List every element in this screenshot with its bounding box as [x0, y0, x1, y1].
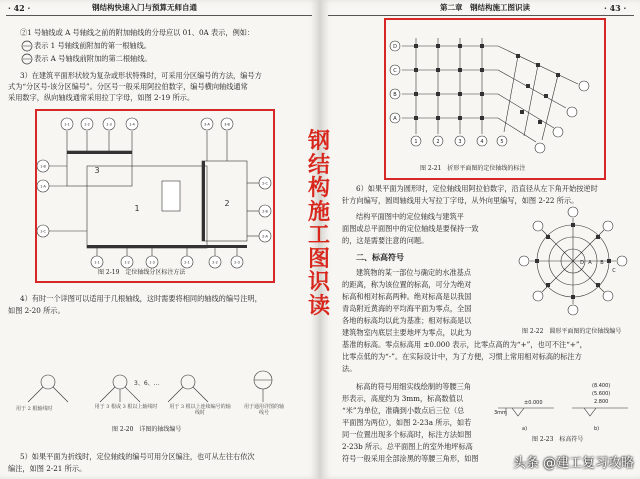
fig223-value: a)	[522, 426, 528, 432]
para-line: 面图或总平面图中的定位轴线是要保持一致	[342, 224, 479, 233]
grid-number: 3	[458, 139, 462, 145]
grid-number: 5	[500, 139, 504, 145]
circle-axis-letter: A	[588, 260, 592, 266]
section-title: 二、标高符号	[356, 252, 404, 262]
vertical-title	[306, 130, 332, 318]
para-line: 符号一般采用全部涂黑的等腰三角形，如图	[342, 454, 479, 463]
para-line: 同一位置出现多个标高时，标注方法如图	[342, 430, 472, 439]
figure-2-19-drawing	[37, 111, 273, 269]
grid-letter: A	[393, 116, 397, 122]
figure-2-20-drawing	[8, 358, 308, 408]
fig223-value: 2.800	[594, 399, 609, 405]
vertical-title-char: 钢	[307, 128, 330, 154]
figure-2-22-caption: 图 2-22 圆形平面图的定位轴线编号	[522, 328, 622, 335]
para-line: 表示 1 号轴线前附加的第一根轴线。	[34, 41, 151, 50]
circle-axis-letter: B	[600, 260, 604, 266]
para-line: 采用数字，纵向轴线通常采用拉丁字母，如图 2-19 所示。	[8, 93, 195, 102]
zone-label: 3	[94, 166, 100, 175]
axis-label: 1-2	[124, 260, 130, 265]
axis-label: 1-3	[149, 260, 155, 265]
fig220-label: 用于通用详图的轴线号	[243, 404, 284, 416]
figure-2-23-caption: 图 2-23 标高符号	[532, 436, 584, 443]
grid-letter: B	[393, 92, 397, 98]
vertical-title-char: 结	[307, 151, 330, 178]
axis-label: 1-3	[106, 122, 112, 127]
para-line: 式为“分区号-该分区编号”。分区号一般采用阿拉伯数字，编号横向轴线通常	[8, 82, 248, 91]
vertical-title-char: 识	[307, 269, 330, 295]
right-header-rule	[328, 15, 634, 16]
fig223-value: ±0.000	[524, 400, 543, 406]
para-line: 6）如果平面为圆形时，定位轴线用阿拉伯数字，沿直径从左下角开始按逆时	[356, 184, 598, 193]
left-page	[0, 0, 318, 479]
right-page-number: · 43 ·	[604, 3, 627, 13]
grid-letter: D	[393, 44, 397, 50]
para-line: 3）在建筑平面形状较为复杂或形状特殊时，可采用分区编号的方法，编号方	[20, 71, 262, 80]
grid-letter: C	[393, 68, 397, 74]
fig220-dots: 3、6、…	[134, 380, 160, 387]
figure-2-22-drawing	[518, 206, 628, 326]
para-line: 各地的标高均以此为基准；相对标高是以	[342, 316, 472, 325]
para-line: 结构平面图中的定位轴线与建筑平	[356, 212, 464, 221]
para-line: 平面图为两位），如图 2-23a 所示，如若	[342, 418, 472, 427]
grid-number: 1	[414, 139, 418, 145]
left-header-rule	[6, 15, 312, 16]
fig223-value: b)	[594, 426, 600, 432]
figure-2-23-drawing	[494, 380, 634, 435]
chapter-title: 第二章 钢结构施工图识读	[440, 3, 530, 12]
para-line: 5）如果平面为折线时，定位轴线的编号可用分区编注，也可从左往右依次	[20, 452, 255, 461]
para-line: 的距离，称为该位置的标高，可分为绝对	[342, 280, 472, 289]
fig220-label: 用于 2 根轴线时	[16, 406, 53, 412]
axis-label: 1-2	[84, 122, 90, 127]
vertical-title-char: 读	[307, 292, 330, 319]
grid-number: 2	[436, 139, 440, 145]
axis-label: 1-C	[40, 229, 46, 234]
axis-label: 1-1	[94, 260, 100, 265]
axis-label: 3-A	[204, 122, 210, 127]
vertical-title-char: 图	[307, 245, 330, 272]
axis-label: 2-2	[212, 260, 218, 265]
axis-label: 3-B	[224, 122, 230, 127]
vertical-title-char: 工	[307, 222, 330, 248]
para-line: “米”为单位，准确到小数点后三位（总	[342, 406, 465, 415]
figure-2-20-caption: 图 2-20 详图的轴线编号	[112, 426, 182, 433]
axis-label: 1-A	[40, 184, 46, 189]
para-line: 编注，如图 2-21 所示。	[8, 464, 87, 473]
circle-axis-letter: C	[612, 268, 616, 274]
para-line: 表示 A 号轴线前附加的第二根轴线。	[34, 54, 152, 63]
axis-label: 2-C	[262, 181, 268, 186]
axis-label: 2-1	[184, 260, 190, 265]
para-line: 青岛附近黄海的平均海平面为零点，全国	[342, 304, 472, 313]
right-page	[322, 0, 640, 479]
axis-label: 1-B	[40, 164, 46, 169]
para-line: 建筑物室内底层主要地坪为零点，以此为	[342, 328, 472, 337]
para-line: 如图 2-20 所示。	[8, 306, 65, 315]
para-line: 针方向编写，圆周轴线用大写拉丁字母，从外向里编写，如图 2-22 所示。	[342, 196, 579, 205]
para-line: 法。	[342, 364, 357, 373]
axis-label: 2-3	[234, 260, 240, 265]
para-line: 标高的符号用细实线绘制的等腰三角	[356, 382, 472, 391]
para-line: 形表示，高度约为 3mm，标高数值以	[342, 394, 464, 403]
watermark: 头条 @建工复习攻略	[512, 456, 634, 471]
fig220-label: 用于 3 根以上连续编号的轴线时	[169, 404, 231, 416]
zone-label: 2	[224, 199, 230, 208]
para-line: ②1 号轴线或 A 号轴线之前的附加轴线的分母应以 01、0A 表示，例如：	[20, 28, 255, 37]
para-line: 4）有时一个详图可以适用于几根轴线，这时需要将相同的轴线的编号注明，	[20, 294, 262, 303]
fig220-label: 用于 3 根或 3 根以上轴线时	[94, 404, 158, 410]
grid-number: 4	[480, 139, 484, 145]
vertical-title-char: 施	[307, 198, 330, 225]
figure-2-21-caption: 图 2-21 折形平面图的定位轴线的标注	[420, 165, 526, 172]
axis-label: 2-B	[262, 209, 268, 214]
para-line: 建筑物的某一部位与确定的水准基点	[356, 268, 472, 277]
left-book-title: 钢结构快速入门与预算无师自通	[92, 3, 197, 12]
para-line: 基准的标高。零点标高用 ±0.000 表示，比零点高的为“+”，也可不注“+”，	[342, 340, 587, 349]
fig223-value: (8.400)	[592, 383, 611, 389]
zone-label: 1	[134, 204, 140, 213]
axis-label: 1-1	[64, 122, 70, 127]
para-line: 的，这是需要注意的问题。	[342, 236, 429, 245]
figure-2-19-caption: 图 2-19 定位轴线分区标注方法	[98, 269, 186, 276]
axis-label: 2-A	[262, 234, 268, 239]
figure-2-21-drawing	[388, 24, 600, 164]
vertical-title-char: 构	[307, 175, 330, 201]
fig223-value: 3mm	[494, 410, 507, 416]
circle-axis-letter: D	[580, 260, 584, 266]
axis-bubble-icons	[20, 39, 34, 67]
axis-label: 1-4	[129, 122, 135, 127]
fig223-value: (5.600)	[592, 391, 611, 397]
left-page-number: · 42 ·	[8, 3, 31, 13]
para-line: 标高和相对标高两种。绝对标高是以我国	[342, 292, 472, 301]
para-line: 比零点低的为“-”。在实际设计中，为了方便，习惯上常用相对标高的标注方	[342, 352, 582, 361]
para-line: 2-23b 所示。总平面图上的室外地坪标高	[342, 442, 473, 451]
